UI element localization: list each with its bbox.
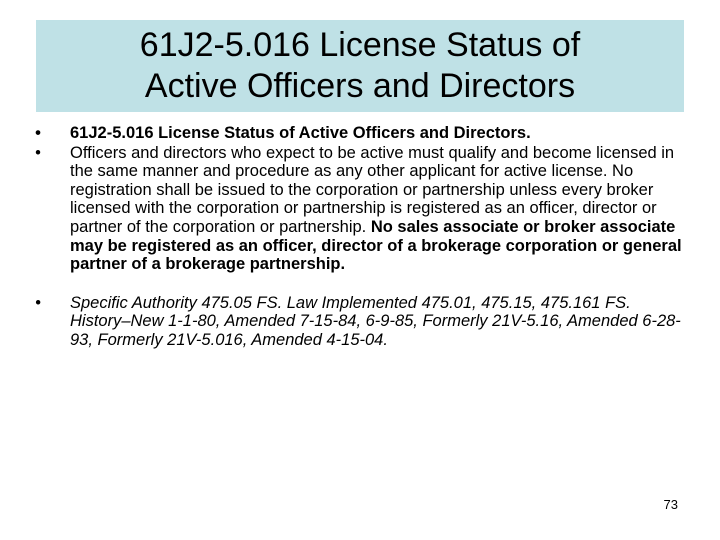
- slide-title-box: [36, 20, 684, 112]
- slide-title-line-2: Active Officers and Directors: [144, 67, 576, 105]
- bullet-item-rule-body: [28, 144, 688, 274]
- page-number: 73: [663, 497, 678, 512]
- bullet-item-rule-heading: [28, 124, 688, 143]
- bullet-marker: •: [35, 143, 41, 162]
- bullet-list: [28, 124, 688, 350]
- bullet-text-rule-heading: 61J2-5.016 License Status of Active Officers and Directors.: [70, 124, 531, 142]
- bullet-text-authority: Specific Authority 475.05 FS. Law Implemented 475.01, 475.15, 475.161 FS. History–New 1-1-80, Amended 7-15-84, 6-9-85, Formerly 21V-5.16, Amended 6-28-93, Formerly 21V-5.016, Amended 4-15-04.: [70, 293, 681, 349]
- bullet-text-rule-body: Officers and directors who expect to be active must qualify and become licensed in the same manner and procedure as any other applicant for active license. No registration shall be issued to the corporation or partnership unless every broker licensed with the corporation or partnership is registered as an officer, director or partner of the corporation or partnership.: [70, 143, 675, 236]
- bullet-marker: •: [35, 293, 41, 312]
- slide-title: [140, 25, 580, 107]
- bullet-marker: •: [35, 124, 41, 142]
- bullet-item-authority: [28, 294, 688, 350]
- slide-title-line-1: 61J2-5.016 License Status of: [139, 26, 581, 64]
- bullet-text-rule-body-emphasis: No sales associate or broker associate may be registered as an officer, director of a brokerage corporation or general partner of a brokerage partnership.: [70, 217, 682, 274]
